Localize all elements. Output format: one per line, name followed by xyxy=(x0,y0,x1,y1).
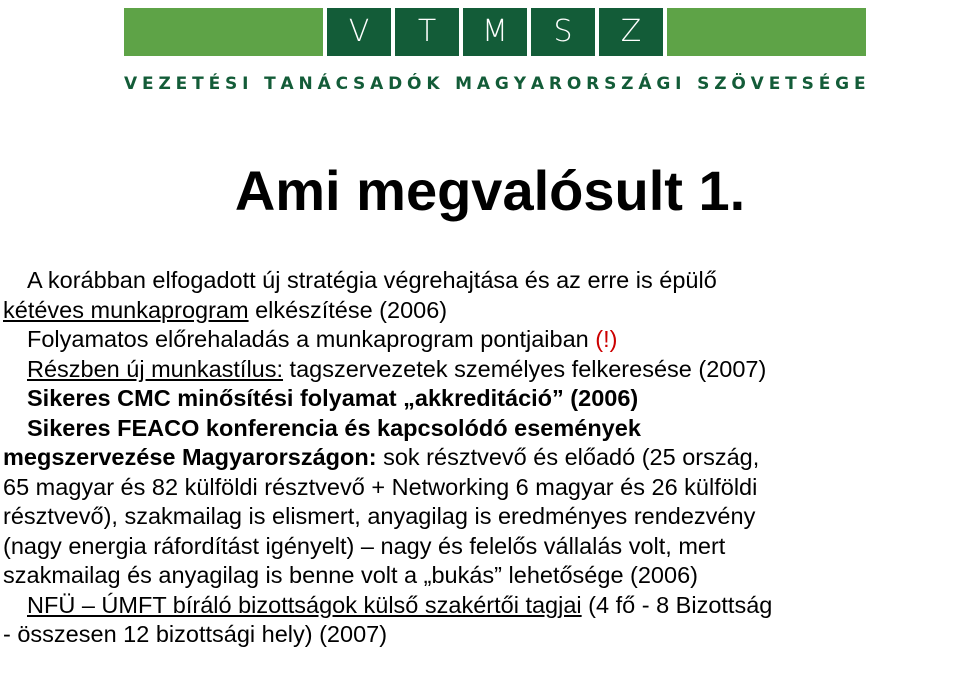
item-nfu-underlined: NFÜ – ÚMFT bíráló bizottságok külső szakértői tagjai xyxy=(27,591,582,618)
tagline-letter: E xyxy=(175,74,188,94)
item-strategy-underlined: kétéves munkaprogram xyxy=(3,296,249,323)
tagline-letter: D xyxy=(388,74,403,94)
tagline-letter: T xyxy=(192,74,204,94)
item-progress xyxy=(3,325,960,355)
tagline-letter: Z xyxy=(714,74,727,94)
tagline-letter: A xyxy=(530,74,545,94)
tagline-letter: I xyxy=(242,74,249,94)
item-feaco-line4: résztvevő), szakmailag is elismert, anyagilag is eredményes rendezvény xyxy=(3,503,756,529)
item-feaco-bold: megszervezése Magyarországon: xyxy=(3,444,377,470)
tagline-letter: Z xyxy=(158,74,171,94)
logo-letter-s: S xyxy=(531,8,595,56)
tagline-letter: I xyxy=(675,74,682,94)
tagline-letter: É xyxy=(208,74,221,94)
tagline-letter: C xyxy=(335,74,349,94)
item-strategy-line1: A korábban elfogadott új stratégia végrehajtása és az erre is épülő xyxy=(27,267,717,293)
tagline-letter: Z xyxy=(621,74,634,94)
item-workstyle xyxy=(3,355,960,385)
tagline-letter: G xyxy=(656,74,671,94)
item-nfu-line2: - összesen 12 bizottsági hely) (2007) xyxy=(3,621,388,647)
tagline-letter: Ó xyxy=(407,74,422,94)
item-feaco-line1: Sikeres FEACO konferencia és kapcsolódó események xyxy=(27,414,641,441)
tagline-letter: T xyxy=(785,74,797,94)
item-cmc: Sikeres CMC minősítési folyamat „akkreditáció” (2006) xyxy=(27,385,639,411)
tagline-letter: É xyxy=(818,74,831,94)
tagline-letter: G xyxy=(835,74,850,94)
tagline-letter: Ö xyxy=(731,74,746,94)
tagline-letter: A xyxy=(280,74,294,94)
tagline-letter xyxy=(444,74,450,94)
item-feaco-rest: sok résztvevő és előadó (25 ország, xyxy=(376,444,760,470)
tagline-letter: R xyxy=(548,74,562,94)
tagline-letter: S xyxy=(697,74,710,94)
logo-left-bar xyxy=(124,8,323,56)
item-strategy xyxy=(3,266,960,296)
tagline-letter: S xyxy=(801,74,814,94)
tagline-letter xyxy=(253,74,259,94)
item-feaco-line3: 65 magyar és 82 külföldi résztvevő + Networking 6 magyar és 26 külföldi xyxy=(3,473,758,500)
tagline-letter: O xyxy=(566,74,582,94)
tagline-letter: S xyxy=(352,74,366,94)
logo-right-bar xyxy=(667,8,866,56)
tagline-letter: S xyxy=(225,74,238,94)
item-strategy-cont xyxy=(3,296,960,326)
item-progress-text: Folyamatos előrehaladás a munkaprogram pontjaiban xyxy=(27,326,596,352)
tagline-letter: E xyxy=(768,74,781,94)
tagline-letter: E xyxy=(142,74,154,94)
tagline-letter: Y xyxy=(513,74,527,94)
tagline-letter: Á xyxy=(317,74,331,94)
tagline-letter: A xyxy=(476,74,491,94)
tagline-letter: V xyxy=(124,74,138,94)
tagline-letter xyxy=(686,74,692,94)
logo-letter-m: M xyxy=(463,8,527,56)
tagline-letter: A xyxy=(370,74,384,94)
tagline-letter: G xyxy=(494,74,509,94)
tagline-letter: S xyxy=(604,74,617,94)
item-feaco-line2 xyxy=(3,443,960,473)
tagline-letter: M xyxy=(455,74,473,94)
tagline-letter: E xyxy=(853,74,866,94)
logo-letter-z: Z xyxy=(599,8,663,56)
tagline-letter: K xyxy=(426,74,440,94)
tagline-letter: V xyxy=(750,74,764,94)
item-feaco-line5: (nagy energia ráfordítást igényelt) – nagy és felelős vállalás volt, mert xyxy=(3,532,726,559)
tagline-letter: T xyxy=(264,74,276,94)
item-workstyle-underlined: Részben új munkastílus: xyxy=(27,355,284,382)
item-workstyle-rest: tagszervezetek személyes felkeresése (2007) xyxy=(283,355,767,382)
tagline-letter: Á xyxy=(638,74,652,94)
tagline-letter: N xyxy=(298,74,313,94)
logo-banner xyxy=(124,8,866,56)
logo-letter-t: T xyxy=(395,8,459,56)
organization-tagline xyxy=(124,74,866,94)
item-strategy-rest: elkészítése (2006) xyxy=(248,296,448,323)
logo-letter-v: V xyxy=(327,8,391,56)
item-feaco-line6: szakmailag és anyagilag is benne volt a „bukás” lehetősége (2006) xyxy=(3,562,698,588)
page-title: Ami megvalósult 1. xyxy=(234,159,746,222)
item-nfu xyxy=(3,591,960,621)
item-progress-exclamation: (!) xyxy=(595,326,618,352)
item-nfu-rest: (4 fő - 8 Bizottság xyxy=(581,591,773,618)
content-body xyxy=(3,266,960,650)
tagline-letter: R xyxy=(586,74,600,94)
